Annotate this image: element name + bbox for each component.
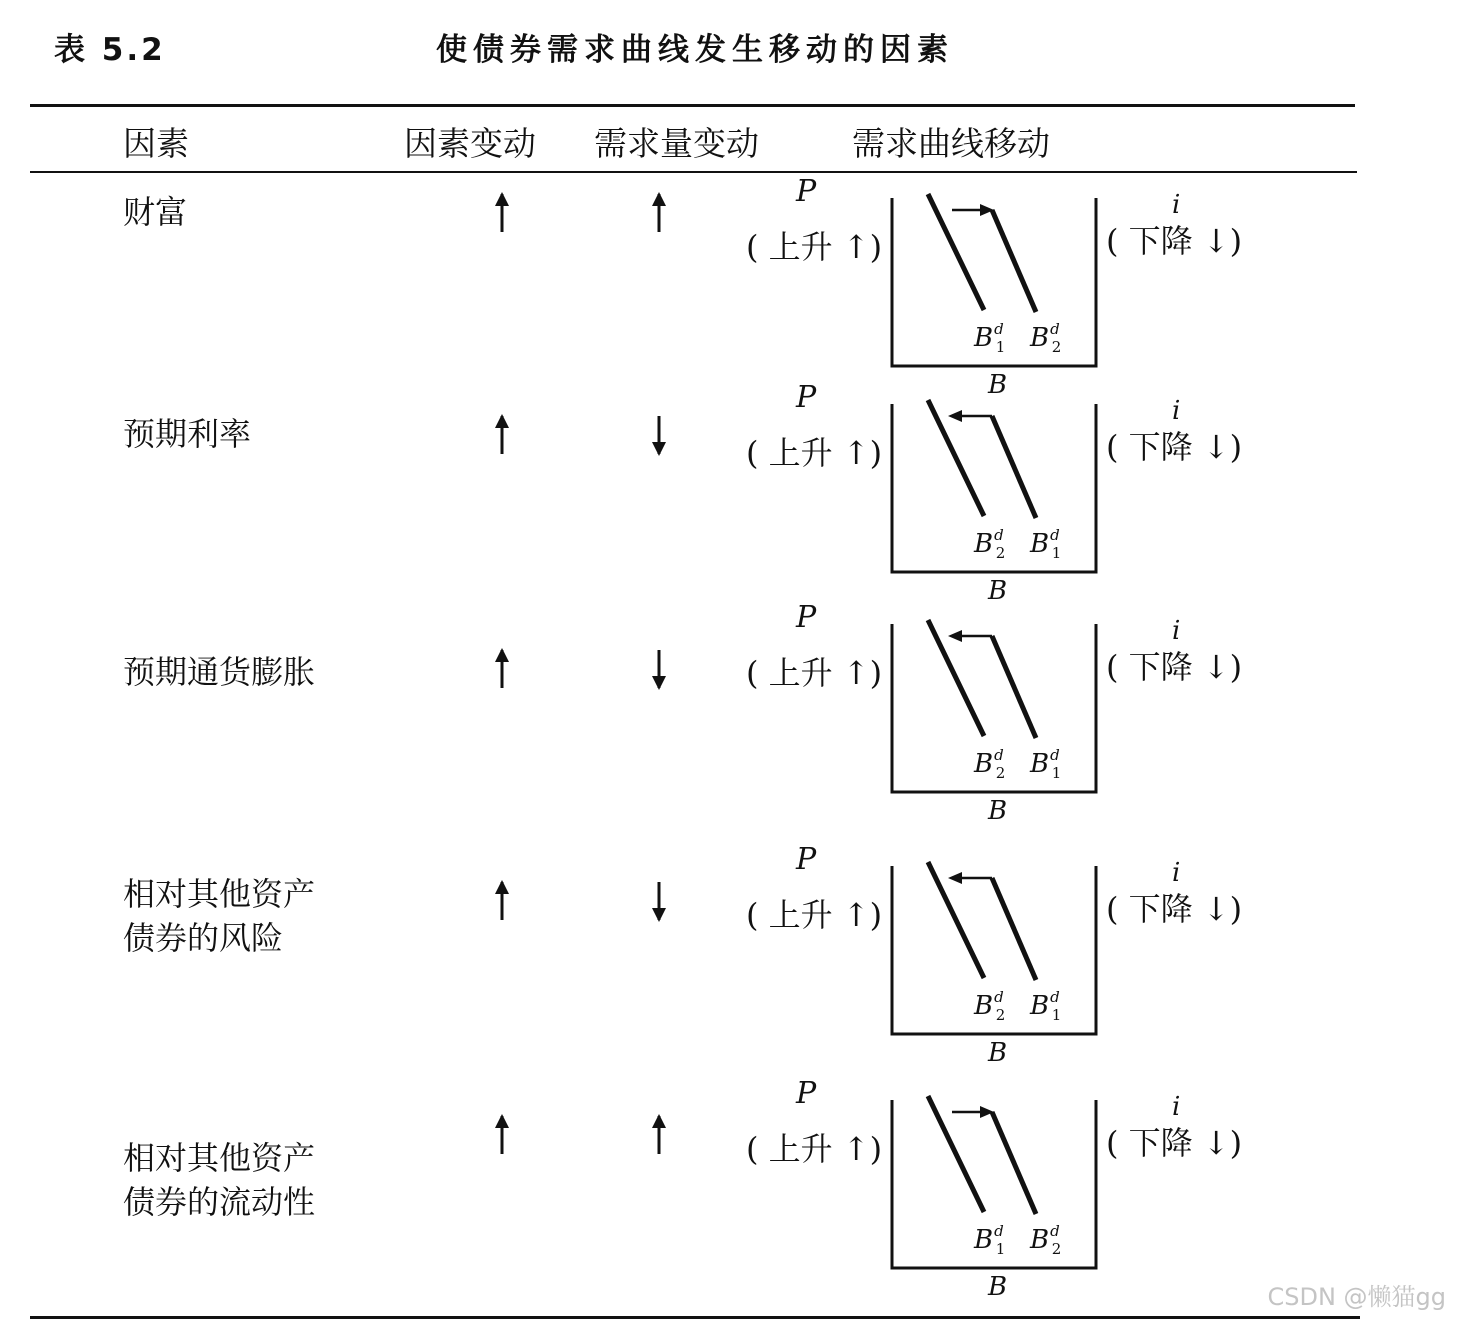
rate-fall-note: ( 下降 ↓) (1106, 428, 1243, 466)
table-title: 使债券需求曲线发生移动的因素 (436, 32, 954, 68)
factor-line: 相对其他资产 (123, 1139, 316, 1177)
rate-fall-note: ( 下降 ↓) (1106, 222, 1243, 260)
quantity-axis-label: B (988, 370, 1008, 400)
factor-cell (123, 1136, 315, 1224)
curve-label-right: $B^d_1$ (1030, 988, 1062, 1024)
shift-arrowhead (948, 410, 962, 422)
factor-change-up-arrow-icon (492, 192, 512, 234)
quantity-axis-label: B (988, 576, 1008, 606)
col-header-curve-shift: 需求曲线移动 (852, 124, 1050, 163)
top-rule (30, 104, 1355, 107)
factor-cell (123, 650, 315, 694)
demand-curve-right (992, 1112, 1036, 1214)
price-rise-note: ( 上升 ↑) (746, 654, 883, 692)
rate-axis-label: i (1172, 190, 1181, 220)
factor-change-up-arrow-icon (492, 414, 512, 456)
price-rise-note: ( 上升 ↑) (746, 434, 883, 472)
price-axis-label: P (796, 600, 817, 635)
quantity-change-down-arrow-icon (649, 880, 669, 922)
curve-label-right: $B^d_1$ (1030, 746, 1062, 782)
factor-line: 财富 (123, 193, 188, 231)
factor-change-up-arrow-icon (492, 648, 512, 690)
rate-axis-label: i (1172, 1092, 1181, 1122)
quantity-axis-label: B (988, 1038, 1008, 1068)
col-header-factor: 因素 (123, 124, 189, 163)
factor-cell (123, 190, 187, 234)
quantity-change-down-arrow-icon (649, 414, 669, 456)
factor-line: 债券的流动性 (123, 1183, 316, 1221)
curve-label-left: $B^d_2$ (974, 746, 1006, 782)
quantity-change-up-arrow-icon (649, 192, 669, 234)
price-axis-label: P (796, 1076, 817, 1111)
demand-shift-diagram (740, 382, 1260, 612)
factor-cell (123, 872, 315, 960)
factor-change-up-arrow-icon (492, 1114, 512, 1156)
price-axis-label: P (796, 174, 817, 209)
price-rise-note: ( 上升 ↑) (746, 896, 883, 934)
col-header-quantity-change: 需求量变动 (594, 124, 759, 163)
price-rise-note: ( 上升 ↑) (746, 228, 883, 266)
rate-fall-note: ( 下降 ↓) (1106, 648, 1243, 686)
factor-line: 债券的风险 (123, 919, 284, 957)
quantity-axis-label: B (988, 1272, 1008, 1302)
factor-change-up-arrow-icon (492, 880, 512, 922)
rate-fall-note: ( 下降 ↓) (1106, 890, 1243, 928)
watermark: CSDN @懒猫gg (1267, 1283, 1446, 1311)
shift-arrowhead (948, 872, 962, 884)
factor-line: 预期通货膨胀 (123, 653, 316, 691)
header-rule (30, 171, 1357, 173)
bottom-rule (30, 1316, 1360, 1319)
quantity-axis-label: B (988, 796, 1008, 826)
curve-label-left: $B^d_2$ (974, 526, 1006, 562)
rate-fall-note: ( 下降 ↓) (1106, 1124, 1243, 1162)
demand-curve-right (992, 210, 1036, 312)
curve-label-right: $B^d_1$ (1030, 526, 1062, 562)
table-number: 表 5.2 (54, 32, 166, 68)
factor-line: 预期利率 (123, 415, 252, 453)
demand-shift-diagram (740, 602, 1260, 832)
curve-label-right: $B^d_2$ (1030, 320, 1062, 356)
demand-shift-diagram (740, 176, 1260, 406)
price-axis-label: P (796, 380, 817, 415)
shift-arrowhead (948, 630, 962, 642)
price-axis-label: P (796, 842, 817, 877)
demand-curve-right (992, 878, 1036, 980)
demand-curve-left (928, 1096, 984, 1212)
price-rise-note: ( 上升 ↑) (746, 1130, 883, 1168)
rate-axis-label: i (1172, 396, 1181, 426)
col-header-factor-change: 因素变动 (404, 124, 536, 163)
demand-curve-right (992, 636, 1036, 738)
curve-label-left: $B^d_2$ (974, 988, 1006, 1024)
curve-label-right: $B^d_2$ (1030, 1222, 1062, 1258)
quantity-change-down-arrow-icon (649, 648, 669, 690)
factor-line: 相对其他资产 (123, 875, 316, 913)
demand-shift-diagram (740, 1078, 1260, 1308)
rate-axis-label: i (1172, 858, 1181, 888)
demand-shift-diagram (740, 844, 1260, 1074)
quantity-change-up-arrow-icon (649, 1114, 669, 1156)
demand-curve-left (928, 194, 984, 310)
curve-label-left: $B^d_1$ (974, 1222, 1006, 1258)
rate-axis-label: i (1172, 616, 1181, 646)
demand-curve-right (992, 416, 1036, 518)
curve-label-left: $B^d_1$ (974, 320, 1006, 356)
factor-cell (123, 412, 251, 456)
